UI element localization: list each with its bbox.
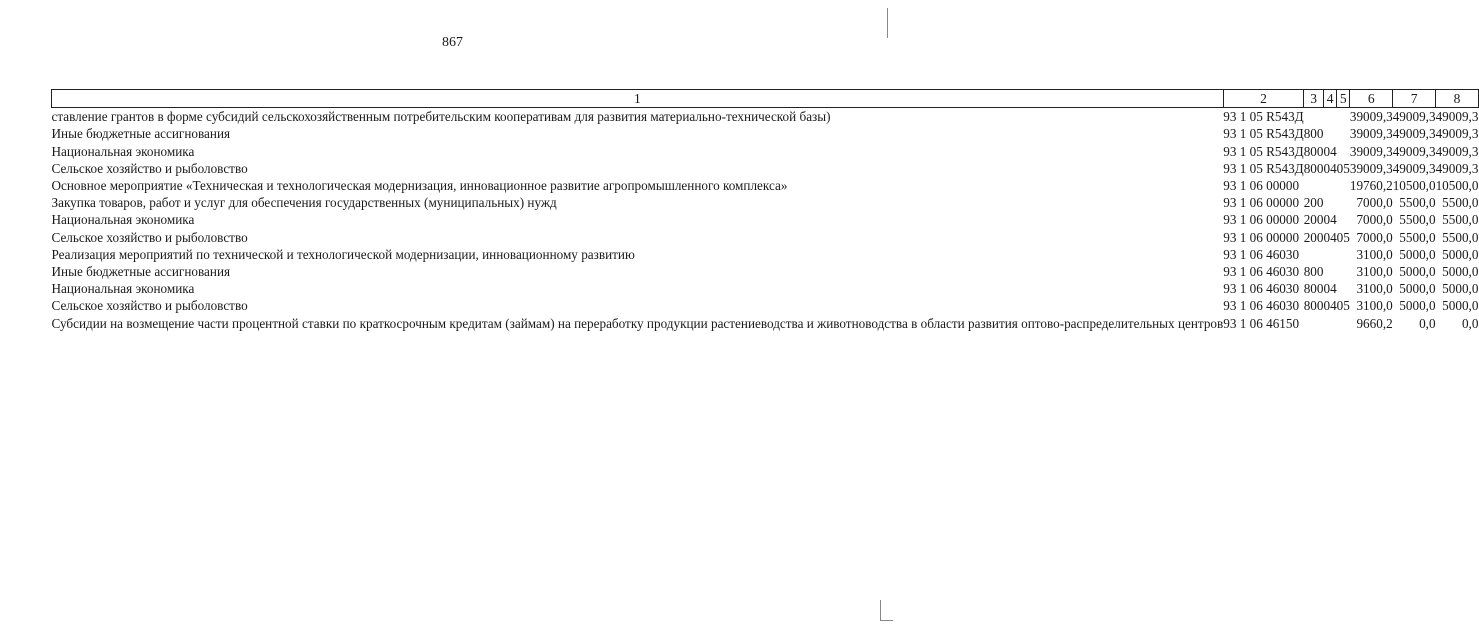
row-value-col6: 7000,0 [1356,229,1393,245]
row-code: 93 1 05 R543Д [1223,109,1304,125]
row-value-col6: 3100,0 [1356,264,1393,280]
table-row [52,108,1479,126]
row-subsection [1337,263,1350,280]
budget-table [51,89,1479,332]
row-name: Сельское хозяйство и рыболовство [51,160,248,176]
row-section: 04 [1323,160,1337,176]
row-subsection [1337,125,1350,142]
row-value-col7: 5500,0 [1399,229,1436,245]
header-row [52,90,1479,108]
row-value-col8: 5500,0 [1442,212,1479,228]
table-row [52,160,1479,177]
column-header: 7 [1393,90,1436,108]
table-row [52,229,1479,246]
row-value-col7: 5000,0 [1399,246,1436,262]
row-value-col7: 5000,0 [1399,298,1436,314]
row-value-col7: 49009,3 [1392,109,1436,125]
row-value-col8: 5000,0 [1442,298,1479,314]
row-code: 93 1 06 00000 [1223,229,1300,245]
row-value-col6: 3100,0 [1356,246,1393,262]
row-subsection [1337,108,1350,126]
row-code: 93 1 05 R543Д [1223,143,1304,159]
column-header: 8 [1436,90,1479,108]
row-section [1323,108,1336,126]
row-expense-type [1304,177,1324,194]
row-expense-type: 800 [1303,143,1324,159]
row-value-col6: 3100,0 [1356,281,1393,297]
row-subsection: 05 [1336,298,1350,314]
row-name: Национальная экономика [51,281,195,297]
table-row [52,125,1479,142]
row-section [1323,263,1336,280]
row-code: 93 1 06 46030 [1223,246,1300,262]
row-value-col8: 10500,0 [1435,178,1479,194]
row-value-col7: 5000,0 [1399,264,1436,280]
row-name: ставление грантов в форме субсидий сельскохозяйственным потребительским кооперативам для развития материально-технической базы) [51,109,831,125]
row-section: 04 [1323,281,1337,297]
row-expense-type [1304,108,1324,126]
row-name: Национальная экономика [51,212,195,228]
row-section [1323,194,1336,211]
row-expense-type: 800 [1303,160,1324,176]
row-subsection: 05 [1336,160,1350,176]
row-section [1323,125,1336,142]
row-subsection: 05 [1336,229,1350,245]
row-section: 04 [1323,212,1337,228]
row-code: 93 1 05 R543Д [1223,126,1304,142]
row-value-col8: 5000,0 [1442,281,1479,297]
table-row [52,194,1479,211]
table-row [52,263,1479,280]
row-name: Закупка товаров, работ и услуг для обеспечения государственных (муниципальных) нужд [51,195,557,211]
row-code: 93 1 06 00000 [1223,195,1300,211]
row-value-col6: 39009,3 [1349,143,1393,159]
row-subsection [1337,143,1350,160]
table-row [52,177,1479,194]
row-name: Сельское хозяйство и рыболовство [51,229,248,245]
column-header: 4 [1323,90,1336,108]
row-code: 93 1 06 46030 [1223,298,1300,314]
row-code: 93 1 05 R543Д [1223,160,1304,176]
row-value-col6: 9660,2 [1356,315,1393,331]
row-value-col8: 5000,0 [1442,264,1479,280]
row-value-col7: 5500,0 [1399,195,1436,211]
column-header: 6 [1350,90,1393,108]
row-value-col7: 0,0 [1419,315,1436,331]
row-value-col7: 49009,3 [1392,126,1436,142]
column-header: 2 [1223,90,1303,108]
column-header: 3 [1304,90,1324,108]
table-row [52,315,1479,332]
row-name: Иные бюджетные ассигнования [51,264,231,280]
row-name: Основное мероприятие «Техническая и технологическая модернизация, инновационное развитие агропромышленного комплекса» [51,178,788,194]
row-value-col7: 10500,0 [1392,178,1436,194]
row-subsection [1337,211,1350,228]
row-value-col7: 49009,3 [1392,160,1436,176]
row-subsection [1337,177,1350,194]
row-section: 04 [1323,298,1337,314]
row-value-col8: 49009,3 [1435,160,1479,176]
row-value-col8: 5500,0 [1442,195,1479,211]
row-code: 93 1 06 00000 [1223,178,1300,194]
row-value-col6: 39009,3 [1349,109,1393,125]
column-header: 1 [52,90,1224,108]
row-section: 04 [1323,229,1337,245]
row-subsection [1337,280,1350,297]
row-expense-type [1304,246,1324,263]
row-value-col8: 5500,0 [1442,229,1479,245]
table-row [52,211,1479,228]
row-value-col6: 7000,0 [1356,195,1393,211]
row-value-col8: 49009,3 [1435,143,1479,159]
row-expense-type: 800 [1303,298,1324,314]
row-section: 04 [1323,143,1337,159]
row-section [1323,315,1336,332]
row-value-col7: 49009,3 [1392,143,1436,159]
row-value-col6: 19760,2 [1349,178,1393,194]
row-subsection [1337,246,1350,263]
row-name: Национальная экономика [51,143,195,159]
table-row [52,280,1479,297]
row-expense-type: 200 [1303,195,1324,211]
row-value-col8: 5000,0 [1442,246,1479,262]
row-name: Сельское хозяйство и рыболовство [51,298,248,314]
row-expense-type: 800 [1303,126,1324,142]
row-value-col6: 3100,0 [1356,298,1393,314]
row-code: 93 1 06 46150 [1223,315,1300,331]
row-subsection [1337,194,1350,211]
row-expense-type: 200 [1303,212,1324,228]
row-expense-type: 800 [1303,281,1324,297]
row-section [1323,177,1336,194]
row-expense-type: 200 [1303,229,1324,245]
row-expense-type [1304,315,1324,332]
row-value-col6: 7000,0 [1356,212,1393,228]
scan-mark [887,8,888,38]
row-value-col8: 49009,3 [1435,109,1479,125]
row-value-col6: 39009,3 [1349,160,1393,176]
row-code: 93 1 06 00000 [1223,212,1300,228]
row-value-col8: 0,0 [1461,315,1479,331]
row-section [1323,246,1336,263]
table-row [52,246,1479,263]
row-subsection [1337,315,1350,332]
row-value-col8: 49009,3 [1435,126,1479,142]
row-name: Реализация мероприятий по технической и технологической модернизации, инновационному развитию [51,246,635,262]
row-name: Иные бюджетные ассигнования [51,126,231,142]
row-value-col7: 5000,0 [1399,281,1436,297]
row-name: Субсидии на возмещение части процентной ставки по краткосрочным кредитам (займам) на переработку продукции растениеводства и животноводства в области развития оптово-распределительных центров [51,315,1224,331]
row-expense-type: 800 [1303,264,1324,280]
column-header: 5 [1337,90,1350,108]
row-code: 93 1 06 46030 [1223,264,1300,280]
scan-mark [880,600,893,621]
table-row [52,297,1479,314]
row-code: 93 1 06 46030 [1223,281,1300,297]
page-number: 867 [442,35,463,50]
row-value-col7: 5500,0 [1399,212,1436,228]
table-row [52,143,1479,160]
row-value-col6: 39009,3 [1349,126,1393,142]
